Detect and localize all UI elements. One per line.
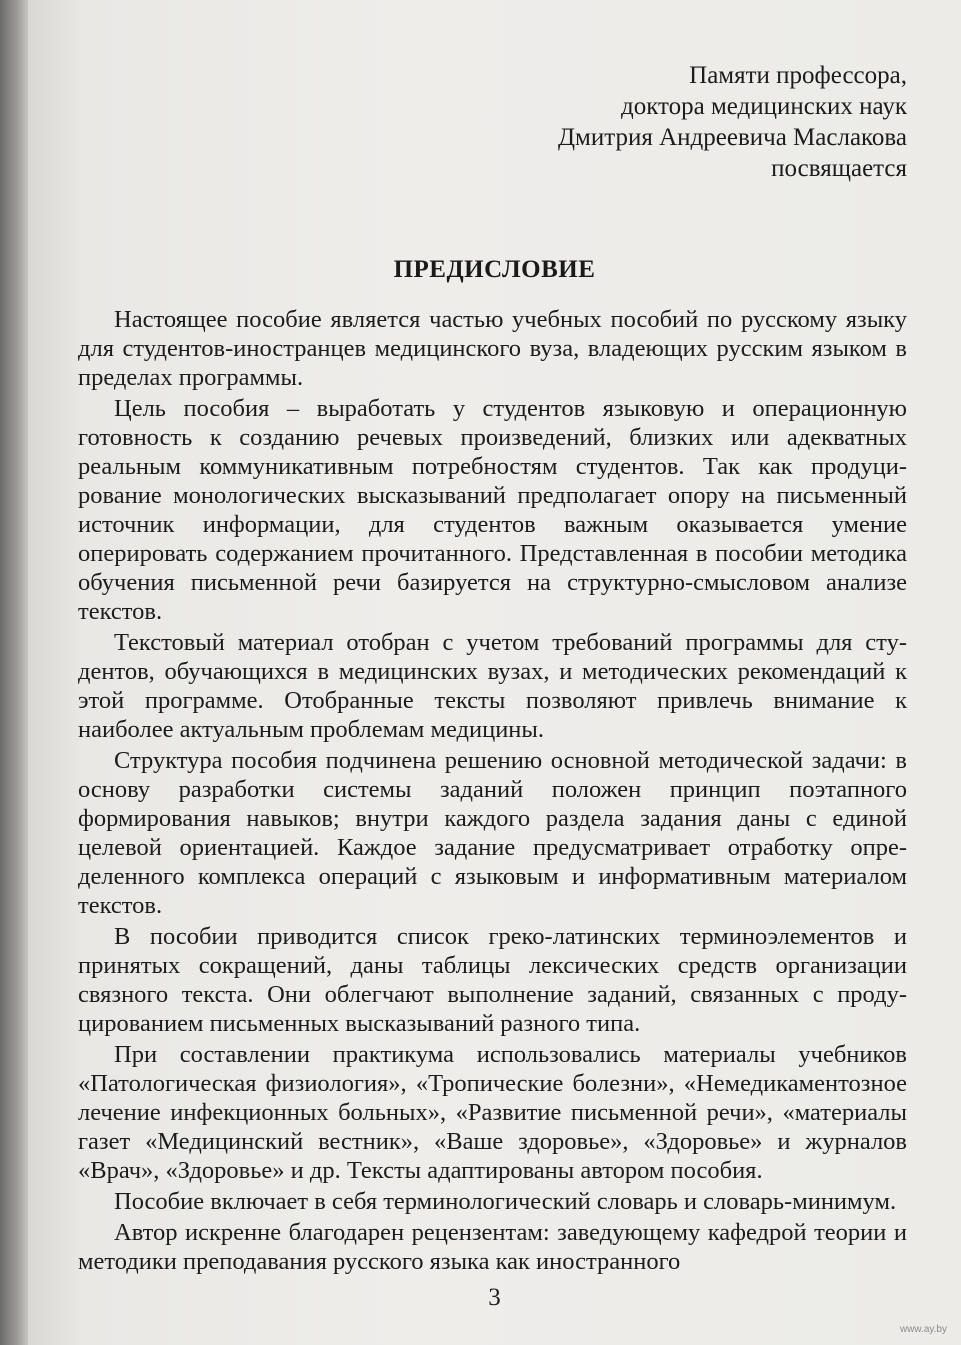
dedication-line: посвящается bbox=[771, 155, 907, 182]
paragraph: Текстовый материал отобран с учетом требований программы для студентов, обучающихся в медицинских вузах, и методических рекомендаций к этой программе. Отобранные тексты позволяют привлечь внимание к наиболее актуальным проблемам медицины. bbox=[78, 629, 907, 743]
book-page bbox=[28, 0, 961, 1345]
paragraph: При составлении практикума использовались материалы учебников «Патологическая физиология», «Тропические болезни», «Немедикаментозное лечение инфекционных больных», «Развитие письменной речи», «материалы газет «Медицинский вестник», «Ваше здоровье», «Здоровье» и журналов «Врач», «Здоровье» и др. Тексты адаптированы автором пособия. bbox=[78, 1041, 907, 1184]
dedication bbox=[558, 60, 907, 184]
watermark: www.ay.by bbox=[899, 1324, 947, 1335]
section-heading: ПРЕДИСЛОВИЕ bbox=[393, 256, 596, 283]
dedication-line: Дмитрия Андреевича Маслакова bbox=[558, 124, 907, 151]
paragraph: В пособии приводится список греко-латинских терминоэлементов и принятых сокращений, даны таблицы лексических средств организации связного текста. Они облегчают выполнение заданий, связанных с продуцированием письменных высказываний разного типа. bbox=[78, 923, 907, 1037]
paragraph: Настоящее пособие является частью учебных пособий по русскому языку для студентов-иностранцев медицинского вуза, владеющих русским языком в пределах программы. bbox=[78, 306, 907, 391]
dedication-line: Памяти профессора, bbox=[689, 62, 907, 89]
page-number: 3 bbox=[488, 1284, 501, 1311]
paragraph: Структура пособия подчинена решению основной методической задачи: в основу разработки системы заданий положен принцип поэтапного формирования навыков; внутри каждого раздела задания даны с единой целевой ориентацией. Каждое задание предусматривает отработку определенного комплекса операций с языковым и информативным материалом текстов. bbox=[78, 747, 907, 919]
body-text bbox=[78, 305, 907, 1278]
paragraph: Автор искренне благодарен рецензентам: заведующему кафедрой теории и методики преподавания русского языка как иностранного bbox=[78, 1219, 907, 1275]
paragraph: Пособие включает в себя терминологический словарь и словарь-минимум. bbox=[114, 1188, 897, 1215]
dedication-line: доктора медицинских наук bbox=[620, 93, 907, 120]
paragraph: Цель пособия – выработать у студентов языковую и операционную готовность к созданию речевых произведений, близких или адекватных реальным коммуникативным потребностям студентов. Так как продуцирование монологических высказываний предполагает опору на письменный источник информации, для студентов важным оказывается умение оперировать содержанием прочитанного. Представленная в пособии методика обучения письменной речи базируется на структурно-смысловом анализе текстов. bbox=[78, 395, 907, 625]
book-spine-edge bbox=[0, 0, 28, 1345]
